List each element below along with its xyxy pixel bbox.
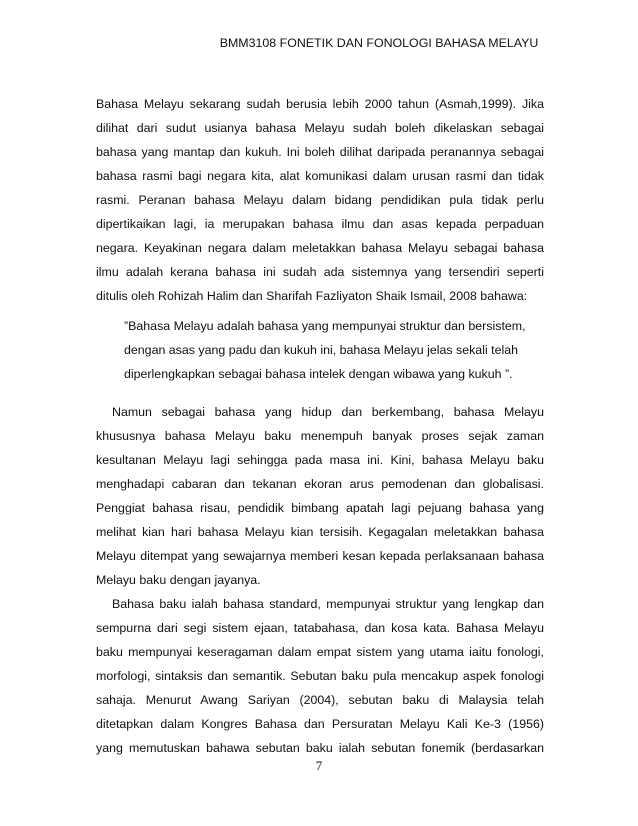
text-line: dilihat dari sudut usianya bahasa Melayu sudah boleh dikelaskan sebagai bbox=[96, 121, 544, 135]
text-line: Namun sebagai bahasa yang hidup dan berkembang, bahasa Melayu bbox=[112, 405, 544, 419]
text-line: yang memutuskan bahawa sebutan baku ialah sebutan fonemik (berdasarkan bbox=[96, 741, 544, 755]
page-number: 7 bbox=[315, 758, 323, 773]
quote-line: ”Bahasa Melayu adalah bahasa yang mempunyai struktur dan bersistem, bbox=[124, 319, 526, 333]
text-line: menghadapi cabaran dan tekanan ekoran arus pemodenan dan globalisasi. bbox=[96, 477, 544, 491]
text-line: kesultanan Melayu lagi sehingga pada masa ini. Kini, bahasa Melayu baku bbox=[96, 453, 544, 467]
text-line: ditetapkan dalam Kongres Bahasa dan Persuratan Melayu Kali Ke-3 (1956) bbox=[96, 717, 544, 731]
text-line: bahasa rasmi bagi negara kita, alat komunikasi dalam urusan rasmi dan tidak bbox=[96, 169, 544, 183]
text-line: sempurna dari segi sistem ejaan, tatabahasa, dan kosa kata. Bahasa Melayu bbox=[96, 621, 544, 635]
text-line: ditulis oleh Rohizah Halim dan Sharifah Fazliyaton Shaik Ismail, 2008 bahawa: bbox=[96, 289, 528, 303]
text-line: ilmu adalah kerana bahasa ini sudah ada sistemnya yang tersendiri seperti bbox=[96, 265, 544, 279]
page-header: BMM3108 FONETIK DAN FONOLOGI BAHASA MELAYU bbox=[219, 36, 539, 50]
text-line: baku mempunyai keseragaman dalam empat sistem yang utama iaitu fonologi, bbox=[96, 645, 544, 659]
text-line: dipertikaikan lagi, ia merupakan bahasa ilmu dan asas kepada perpaduan bbox=[96, 217, 544, 231]
text-line: rasmi. Peranan bahasa Melayu dalam bidang pendidikan pula tidak perlu bbox=[96, 193, 544, 207]
text-line: Bahasa baku ialah bahasa standard, mempunyai struktur yang lengkap dan bbox=[112, 597, 544, 611]
text-line: Melayu baku dengan jayanya. bbox=[96, 573, 261, 587]
text-line: khususnya bahasa Melayu baku menempuh banyak proses sejak zaman bbox=[96, 429, 544, 443]
quote-line: dengan asas yang padu dan kukuh ini, bahasa Melayu jelas sekali telah bbox=[124, 343, 519, 357]
text-line: sahaja. Menurut Awang Sariyan (2004), sebutan baku di Malaysia telah bbox=[96, 693, 544, 707]
text-line: negara. Keyakinan negara dalam meletakkan bahasa Melayu sebagai bahasa bbox=[96, 241, 544, 255]
text-line: melihat kian hari bahasa Melayu kian tersisih. Kegagalan meletakkan bahasa bbox=[96, 525, 544, 539]
text-line: bahasa yang mantap dan kukuh. Ini boleh dilihat daripada peranannya sebagai bbox=[96, 145, 544, 159]
quote-line: diperlengkapkan sebagai bahasa intelek dengan wibawa yang kukuh ”. bbox=[124, 367, 513, 381]
text-line: Melayu ditempat yang sewajarnya memberi kesan kepada perlaksanaan bahasa bbox=[96, 549, 544, 563]
text-line: Penggiat bahasa risau, pendidik bimbang apatah lagi pejuang bahasa yang bbox=[96, 501, 544, 515]
text-line: Bahasa Melayu sekarang sudah berusia lebih 2000 tahun (Asmah,1999). Jika bbox=[96, 97, 544, 111]
text-line: morfologi, sintaksis dan semantik. Sebutan baku pula mencakup aspek fonologi bbox=[96, 669, 544, 683]
